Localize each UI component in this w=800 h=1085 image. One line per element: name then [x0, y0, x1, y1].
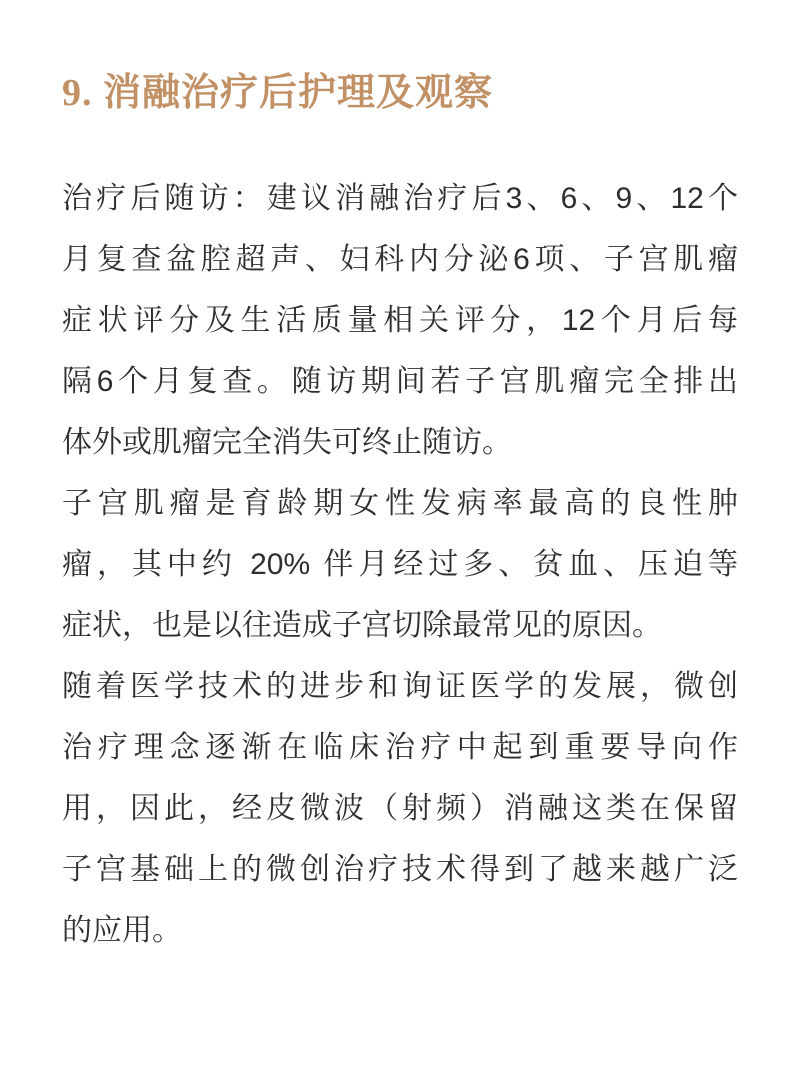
text-line: 隔6个月复查。随访期间若子宫肌瘤完全排出 [62, 365, 738, 398]
text-line: 用，因此，经皮微波（射频）消融这类在保留 [62, 792, 738, 825]
paragraph [62, 473, 738, 656]
text-line: 治疗理念逐渐在临床治疗中起到重要导向作 [62, 731, 738, 764]
text-line: 体外或肌瘤完全消失可终止随访。 [62, 426, 512, 459]
text-line: 症状，也是以往造成子宫切除最常见的原因。 [62, 609, 662, 642]
section-title: 9. 消融治疗后护理及观察 [62, 72, 494, 114]
paragraph [62, 168, 738, 473]
text-line: 子宫基础上的微创治疗技术得到了越来越广泛 [62, 853, 738, 886]
paragraph [62, 656, 738, 961]
text-line: 治疗后随访：建议消融治疗后3、6、9、12个 [62, 182, 738, 215]
text-line: 瘤，其中约 20% 伴月经过多、贫血、压迫等 [62, 548, 738, 581]
text-line: 月复查盆腔超声、妇科内分泌6项、子宫肌瘤 [62, 243, 738, 276]
article-body [62, 168, 738, 961]
text-line: 随着医学技术的进步和询证医学的发展，微创 [62, 670, 738, 703]
text-line: 子宫肌瘤是育龄期女性发病率最高的良性肿 [62, 487, 738, 520]
text-line: 症状评分及生活质量相关评分，12个月后每 [62, 304, 738, 337]
text-line: 的应用。 [62, 914, 182, 947]
